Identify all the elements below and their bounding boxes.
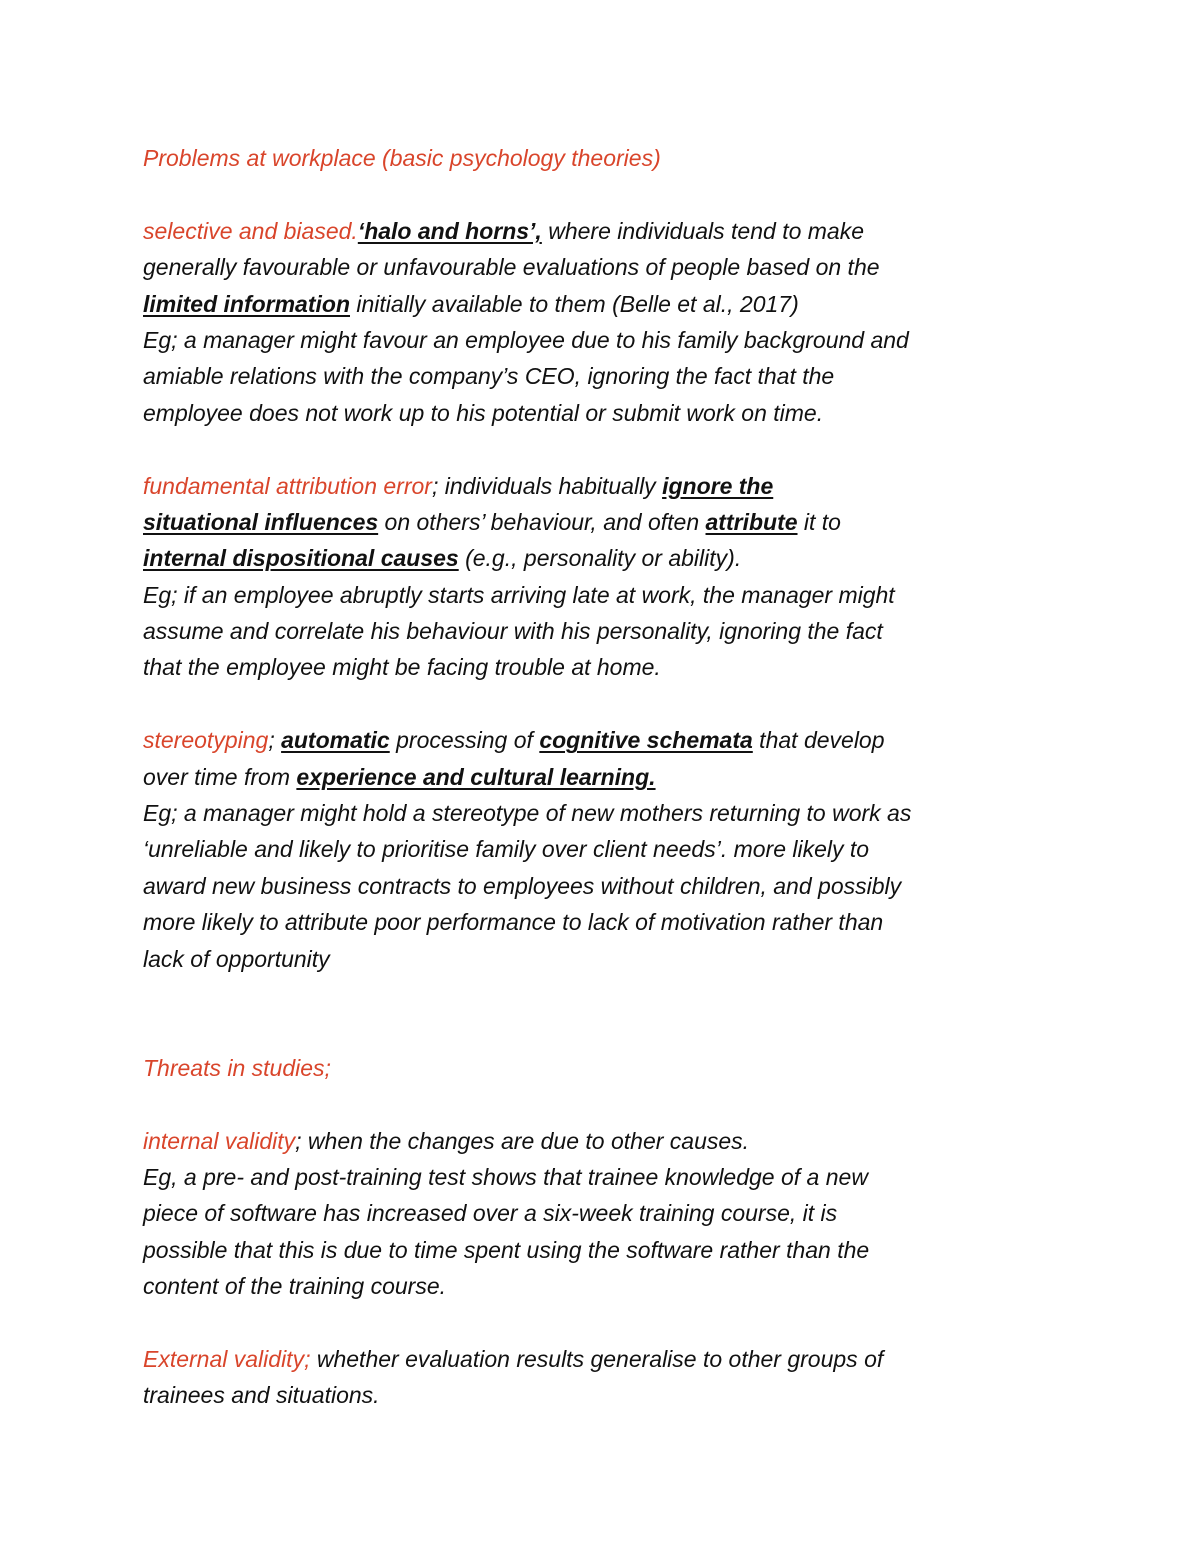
paragraph-fae-line-2 [143, 504, 1083, 540]
example-internal-line-1: Eg, a pre- and post-training test shows that trainee knowledge of a new [143, 1163, 868, 1190]
text: whether evaluation results generalise to other groups of [310, 1345, 884, 1372]
term-external-validity: External validity; [143, 1345, 311, 1372]
example-stereo-line-1: Eg; a manager might hold a stereotype of new mothers returning to work as [143, 800, 912, 827]
key-internal-dispositional-causes: internal dispositional causes [143, 545, 459, 572]
example-halo-line-3: employee does not work up to his potential or submit work on time. [143, 399, 824, 426]
text: it to [797, 508, 841, 535]
key-automatic: automatic [281, 727, 390, 754]
example-fae-line-2: assume and correlate his behaviour with his personality, ignoring the fact [143, 618, 883, 645]
key-cognitive-schemata: cognitive schemata [539, 727, 753, 754]
text: ; [268, 727, 282, 754]
text: ; when the changes are due to other causes. [295, 1127, 750, 1154]
section-heading-problems: Problems at workplace (basic psychology theories) [143, 145, 661, 171]
paragraph-external-line-1 [143, 1341, 1083, 1377]
example-internal-line-4: content of the training course. [143, 1273, 447, 1300]
key-halo-horns: ‘halo and horns’, [357, 217, 542, 244]
term-selective-biased: selective and biased. [143, 217, 358, 244]
paragraph-halo-line-2: generally favourable or unfavourable evaluations of people based on the [143, 254, 880, 281]
example-fae-line-1: Eg; if an employee abruptly starts arriving late at work, the manager might [143, 581, 895, 608]
paragraph-internal-line-1 [143, 1123, 1083, 1159]
paragraph-fae-line-1 [143, 468, 1083, 504]
text: ; individuals habitually [431, 472, 663, 499]
key-situational-influences: situational influences [143, 508, 379, 535]
text: over time from [143, 763, 297, 790]
paragraph-external-line-2: trainees and situations. [143, 1382, 380, 1409]
text: initially available to them (Belle et al., 2017) [350, 290, 799, 317]
text: where individuals tend to make [541, 217, 865, 244]
paragraph-stereo-line-1 [143, 722, 1083, 758]
text: that develop [752, 727, 885, 754]
key-ignore: ignore the [662, 472, 774, 499]
example-internal-line-3: possible that this is due to time spent using the software rather than the [143, 1236, 870, 1263]
key-experience-cultural-learning: experience and cultural learning. [296, 763, 656, 790]
example-fae-line-3: that the employee might be facing trouble at home. [143, 654, 661, 681]
term-internal-validity: internal validity [143, 1127, 296, 1154]
example-stereo-line-5: lack of opportunity [143, 945, 330, 972]
paragraph-fae-line-3 [143, 540, 1083, 576]
section-heading-threats: Threats in studies; [143, 1054, 331, 1081]
term-stereotyping: stereotyping [143, 727, 269, 754]
paragraph-halo-line-3 [143, 286, 1083, 322]
text: (e.g., personality or ability). [458, 545, 742, 572]
document-page [143, 140, 1083, 1414]
paragraph-halo-line-1 [143, 213, 1083, 249]
key-attribute: attribute [705, 508, 798, 535]
term-fundamental-attribution-error: fundamental attribution error [143, 472, 432, 499]
example-halo-line-1: Eg; a manager might favour an employee due to his family background and [143, 326, 909, 353]
example-internal-line-2: piece of software has increased over a six-week training course, it is [143, 1200, 838, 1227]
example-stereo-line-2: ‘unreliable and likely to prioritise family over client needs’. more likely to [143, 836, 870, 863]
text: processing of [389, 727, 540, 754]
example-halo-line-2: amiable relations with the company’s CEO, ignoring the fact that the [143, 363, 835, 390]
text: on others’ behaviour, and often [378, 508, 706, 535]
paragraph-stereo-line-2 [143, 759, 1083, 795]
example-stereo-line-3: award new business contracts to employees without children, and possibly [143, 872, 902, 899]
key-limited-information: limited information [143, 290, 350, 317]
example-stereo-line-4: more likely to attribute poor performance to lack of motivation rather than [143, 909, 884, 936]
